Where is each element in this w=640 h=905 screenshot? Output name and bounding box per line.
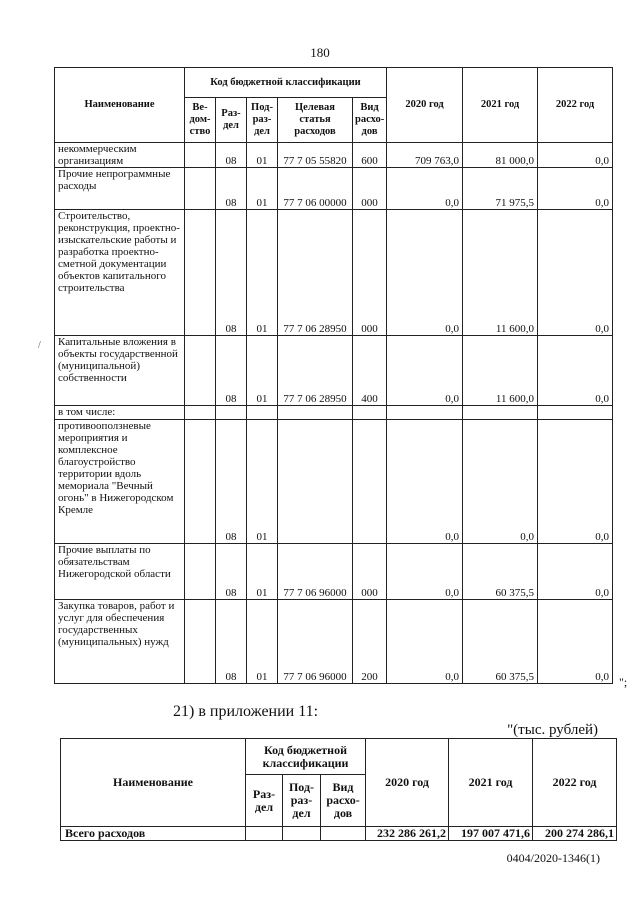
row-2022: 200 274 286,1	[533, 827, 617, 841]
row-tselevaya: 77 7 06 96000	[278, 600, 353, 684]
row-tselevaya: 77 7 06 96000	[278, 544, 353, 600]
row-2022	[538, 406, 613, 420]
row-razdel: 08	[216, 600, 247, 684]
row-2020: 0,0	[387, 210, 463, 336]
col-header-vid: Вид расхо-дов	[353, 98, 387, 143]
row-podrazdel: 01	[247, 544, 278, 600]
row-tselevaya	[278, 406, 353, 420]
row-name: Прочие непрограммные расходы	[55, 168, 185, 210]
row-vedomstvo	[185, 210, 216, 336]
row-vid	[353, 406, 387, 420]
row-vedomstvo	[185, 600, 216, 684]
row-2020: 0,0	[387, 600, 463, 684]
row-2020	[387, 406, 463, 420]
row-tselevaya: 77 7 06 28950	[278, 336, 353, 406]
row-vedomstvo	[185, 420, 216, 544]
row-tselevaya: 77 7 06 28950	[278, 210, 353, 336]
row-2021: 0,0	[463, 420, 538, 544]
col-header-name: Наименование	[61, 739, 246, 827]
row-razdel: 08	[216, 143, 247, 168]
row-tselevaya: 77 7 05 55820	[278, 143, 353, 168]
row-2021: 11 600,0	[463, 210, 538, 336]
section-title: 21) в приложении 11:	[173, 703, 319, 720]
row-2020: 0,0	[387, 336, 463, 406]
row-vid: 000	[353, 544, 387, 600]
row-vid: 400	[353, 336, 387, 406]
row-name: в том числе:	[55, 406, 185, 420]
row-2021	[463, 406, 538, 420]
row-razdel: 08	[216, 168, 247, 210]
table-row	[55, 420, 613, 544]
row-name: Закупка товаров, работ и услуг для обеспечения государственных (муниципальных) нужд	[55, 600, 185, 684]
col-header-2020: 2020 год	[366, 739, 449, 827]
table-row	[55, 544, 613, 600]
row-2022: 0,0	[538, 210, 613, 336]
row-podrazdel: 01	[247, 143, 278, 168]
row-name: Прочие выплаты по обязательствам Нижегородской области	[55, 544, 185, 600]
row-2020: 709 763,0	[387, 143, 463, 168]
row-vedomstvo	[185, 336, 216, 406]
row-razdel	[246, 827, 283, 841]
table-row	[55, 600, 613, 684]
row-2021: 60 375,5	[463, 600, 538, 684]
row-podrazdel: 01	[247, 210, 278, 336]
row-2022: 0,0	[538, 544, 613, 600]
table-row	[55, 168, 613, 210]
row-2022: 0,0	[538, 420, 613, 544]
row-name: некоммерческим организациям	[55, 143, 185, 168]
row-name: противооползневые мероприятия и комплексное благоустройство территории вдоль мемориала "Вечный огонь" в Нижегородском Кремле	[55, 420, 185, 544]
units-label: "(тыс. рублей)	[507, 722, 598, 738]
row-podrazdel: 01	[247, 600, 278, 684]
col-header-vedomstvo: Ве-дом-ство	[185, 98, 216, 143]
row-2022: 0,0	[538, 143, 613, 168]
row-podrazdel: 01	[247, 420, 278, 544]
row-podrazdel: 01	[247, 168, 278, 210]
row-razdel: 08	[216, 420, 247, 544]
row-name: Капитальные вложения в объекты государственной (муниципальной) собственности	[55, 336, 185, 406]
col-header-vid: Вид расхо-дов	[321, 775, 366, 827]
col-header-razdel: Раз-дел	[246, 775, 283, 827]
col-header-budget-code: Код бюджетной классификации	[246, 739, 366, 775]
col-header-name: Наименование	[55, 68, 185, 143]
col-header-2022: 2022 год	[533, 739, 617, 827]
col-header-razdel: Раз-дел	[216, 98, 247, 143]
table-row	[61, 827, 617, 841]
row-2021: 197 007 471,6	[449, 827, 533, 841]
row-vid	[321, 827, 366, 841]
row-2022: 0,0	[538, 168, 613, 210]
row-2021: 11 600,0	[463, 336, 538, 406]
page-number: 180	[310, 45, 330, 60]
row-vid	[353, 420, 387, 544]
col-header-2021: 2021 год	[463, 68, 538, 143]
row-2022: 0,0	[538, 600, 613, 684]
col-header-podrazdel: Под-раз-дел	[283, 775, 321, 827]
row-2020: 0,0	[387, 420, 463, 544]
closing-quote: ";	[619, 675, 628, 689]
row-razdel: 08	[216, 544, 247, 600]
row-vedomstvo	[185, 168, 216, 210]
col-header-2021: 2021 год	[449, 739, 533, 827]
table-row	[55, 406, 613, 420]
row-2022: 0,0	[538, 336, 613, 406]
row-vedomstvo	[185, 544, 216, 600]
row-2021: 81 000,0	[463, 143, 538, 168]
row-podrazdel: 01	[247, 336, 278, 406]
row-2020: 0,0	[387, 168, 463, 210]
summary-table	[60, 738, 617, 841]
col-header-2020: 2020 год	[387, 68, 463, 143]
budget-table-part	[54, 67, 613, 684]
row-vedomstvo	[185, 406, 216, 420]
row-razdel: 08	[216, 336, 247, 406]
row-podrazdel	[247, 406, 278, 420]
row-name: Всего расходов	[61, 827, 246, 841]
margin-mark: /	[38, 340, 41, 351]
col-header-2022: 2022 год	[538, 68, 613, 143]
document-number: 0404/2020-1346(1)	[506, 851, 600, 865]
row-2021: 71 975,5	[463, 168, 538, 210]
table-row	[55, 336, 613, 406]
col-header-podrazdel: Под-раз-дел	[247, 98, 278, 143]
row-tselevaya: 77 7 06 00000	[278, 168, 353, 210]
row-tselevaya	[278, 420, 353, 544]
row-razdel	[216, 406, 247, 420]
row-vid: 000	[353, 210, 387, 336]
row-razdel: 08	[216, 210, 247, 336]
table-row	[55, 210, 613, 336]
row-2021: 60 375,5	[463, 544, 538, 600]
row-2020: 0,0	[387, 544, 463, 600]
row-vid: 000	[353, 168, 387, 210]
row-vid: 200	[353, 600, 387, 684]
table-row	[55, 143, 613, 168]
row-2020: 232 286 261,2	[366, 827, 449, 841]
row-name: Строительство, реконструкция, проектно-изыскательские работы и разработка проектно-сметной документации объектов капитального строительства	[55, 210, 185, 336]
row-vid: 600	[353, 143, 387, 168]
row-vedomstvo	[185, 143, 216, 168]
col-header-tselevaya: Целевая статья расходов	[278, 98, 353, 143]
col-header-budget-code: Код бюджетной классификации	[185, 68, 387, 98]
row-podrazdel	[283, 827, 321, 841]
